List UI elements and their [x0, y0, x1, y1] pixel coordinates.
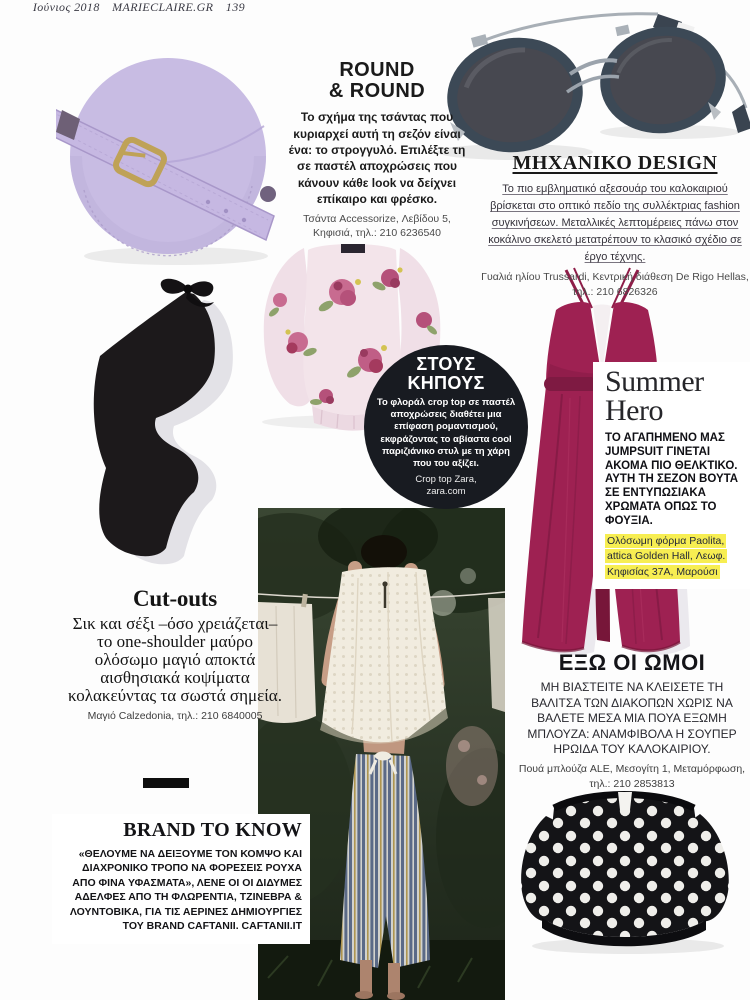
section-title	[286, 60, 468, 102]
blouse-body	[542, 795, 706, 938]
section-round-and-round	[286, 60, 468, 241]
title-line2: Hero	[605, 393, 663, 427]
pink-bloom	[458, 740, 470, 752]
section-brand-to-know	[52, 814, 310, 944]
product-credit: Μαγιό Calzedonia, τηλ.: 210 6840005	[87, 710, 263, 723]
section-body: Το σχήμα της τσάντας που κυριαρχεί αυτή τη σεζόν είναι ένα: το στρογγυλό. Επιλέξτε τη σε παστέλ αποχρώσεις που κάνουν κάθε look να δείχνει επίκαιρο και φρέσκο.	[288, 110, 466, 206]
title-line2: & ROUND	[328, 80, 426, 103]
product-credit: Τσάντα Accessorize, Λεβίδου 5, Κηφισιά, τηλ.: 210 6236540	[303, 213, 451, 240]
title-line1: Summer	[605, 365, 704, 398]
product-credit: Πουά μπλούζα ALE, Μεσογίτη 1, Μεταμόρφωση, τηλ.: 210 2853813	[518, 762, 746, 790]
title-line1: ΣΤΟΥΣ	[416, 354, 476, 375]
person-leg-right	[388, 963, 400, 995]
pink-bush	[446, 726, 498, 806]
section-body: Σικ και σέξι –όσο χρειάζεται– το one-shoulder μαύρο ολόσωμο μαγιό αποκτά αισθησιακά κοψίματα κολακεύντας τα σωστά σημεία.	[68, 614, 282, 706]
footer-page-number: 139	[225, 0, 245, 14]
polka-top-illustration	[510, 780, 738, 960]
light-gap	[430, 590, 456, 616]
person-leg-left	[360, 960, 372, 994]
product-credit	[374, 474, 518, 499]
keyhole-button	[382, 581, 387, 586]
neck-tag	[341, 244, 365, 253]
title-line1: ROUND	[339, 59, 415, 81]
section-title: BRAND TO KNOW	[123, 819, 302, 841]
footer-site: MARIECLAIRE.GR	[112, 0, 214, 14]
section-title: Cut-outs	[132, 586, 218, 611]
section-cut-outs	[68, 586, 282, 722]
lens-right	[592, 18, 733, 142]
credit-line2: zara.com	[426, 486, 466, 498]
person-foot	[355, 991, 373, 999]
sunglasses-photo	[420, 0, 750, 162]
section-body: Το φλοράλ crop top σε παστέλ αποχρώσεις διαθέτει μια επίφαση ρομαντισμού, εκφράζοντας το αβίαστα cool παριζιάνικο στυλ με τη χάρη που του αξίζει.	[376, 397, 516, 469]
strap-hole	[224, 209, 228, 213]
person-foot	[387, 992, 405, 1000]
polka-dot-top-photo	[510, 780, 738, 960]
page-footer	[0, 0, 245, 15]
section-title	[605, 365, 746, 427]
grass	[258, 940, 505, 1000]
section-body: Το πιο εμβληματικό αξεσουάρ του καλοκαιριού βρίσκεται στο οπτικό πεδίο της συλλέκτριας fashion συγκινήσεων. Μεταλλικές λεπτομέρειες πάνω στον κοκάλινο σκελετό μετατρέπουν το κλασικό σχέδιο σε έργο τέχνης.	[488, 183, 742, 264]
strap-ring-right	[260, 186, 276, 202]
pink-bloom	[477, 775, 487, 785]
person-hair	[361, 535, 407, 569]
light-gap	[460, 568, 476, 584]
section-title	[374, 355, 518, 393]
sunglasses-illustration	[420, 0, 750, 162]
section-body: ΜΗ ΒΙΑΣΤΕΙΤΕ ΝΑ ΚΛΕΙΣΕΤΕ ΤΗ ΒΑΛΙΤΣΑ ΤΩΝ ΔΙΑΚΟΠΩΝ ΧΩΡΙΣ ΝΑ ΒΑΛΕΤΕ ΜΕΣΑ ΜΙΑ ΠΟΥΑ ΕΞΩΜΗ ΜΠΛΟΥΖΑ: ΑΝΑΜΦΙΒΟΛΑ Η ΣΟΥΠΕΡ ΗΡΩΙΔΑ ΤΟΥ ΚΑΛΟΚΑΙΡΙΟΥ.	[527, 680, 737, 757]
footer-issue: Ιούνιος 2018	[32, 0, 100, 14]
section-summer-hero	[593, 362, 750, 589]
section-title: ΕΞΩ ΟΙ ΩΜΟΙ	[558, 650, 706, 675]
section-stous-kipous	[364, 345, 528, 509]
highlighted-credit: Ολόσωμη φόρμα Paolita, attica Golden Hall, Λεωφ. Κηφισίας 37Α, Μαρούσι	[607, 534, 726, 579]
section-body: ΤΟ ΑΓΑΠΗΜΕΝΟ ΜΑΣ JUMPSUIT ΓΙΝΕΤΑΙ ΑΚΟΜΑ ΠΙΟ ΘΕΛΚΤΙΚΟ. ΑΥΤΗ ΤΗ ΣΕΖΟΝ ΒΟΥΤΑ ΣΕ ΕΝΤΥΠΩΣΙΑΚΑ ΧΡΩΜΑΤΑ ΟΠΩΣ ΤΟ ΦΟΥΞΙΑ.	[605, 432, 739, 527]
section-body: «ΘΕΛΟΥΜΕ ΝΑ ΔΕΙΞΟΥΜΕ ΤΟΝ ΚΟΜΨΟ ΚΑΙ ΔΙΑΧΡΟΝΙΚΟ ΤΡΟΠΟ ΝΑ ΦΟΡΕΣΕΙΣ ΡΟΥΧΑ ΑΠΟ ΦΙΝΑ ΥΦΑΣΜΑΤΑ», ΛΕΝΕ ΟΙ ΟΙ ΔΙΔΥΜΕΣ ΑΔΕΛΦΕΣ ΑΠΟ ΤΗ ΦΛΩΡΕΝΤΙΑ, ΤΖΙΝΕΒΡΑ & ΛΟΥΝΤΟΒΙΚΑ, ΓΙΑ ΤΙΣ ΑΕΡΙΝΕΣ ΔΗΜΙΟΥΡΓΙΕΣ ΤΟΥ BRAND CAFTANII. CAFTANII.IT	[69, 848, 302, 933]
title-line2: ΚΗΠΟΥΣ	[407, 373, 485, 394]
section-mixaniko-design	[481, 152, 749, 300]
divider-bar	[143, 778, 189, 788]
product-credit: Γυαλιά ηλίου Trussardi, Κεντρική διάθεση De Rigo Hellas, τηλ.: 210 6826326	[481, 271, 749, 298]
section-title: ΜΗΧΑΝΙΚΟ DESIGN	[512, 152, 718, 174]
credit-line1: Crop top Zara,	[415, 474, 477, 486]
keyhole-notch	[618, 792, 632, 810]
product-credit	[605, 534, 747, 581]
hinge-accent	[615, 25, 630, 37]
temple-tip-right	[732, 104, 750, 133]
strap-hole	[206, 200, 210, 204]
section-exo-oi-omoi	[516, 650, 748, 791]
